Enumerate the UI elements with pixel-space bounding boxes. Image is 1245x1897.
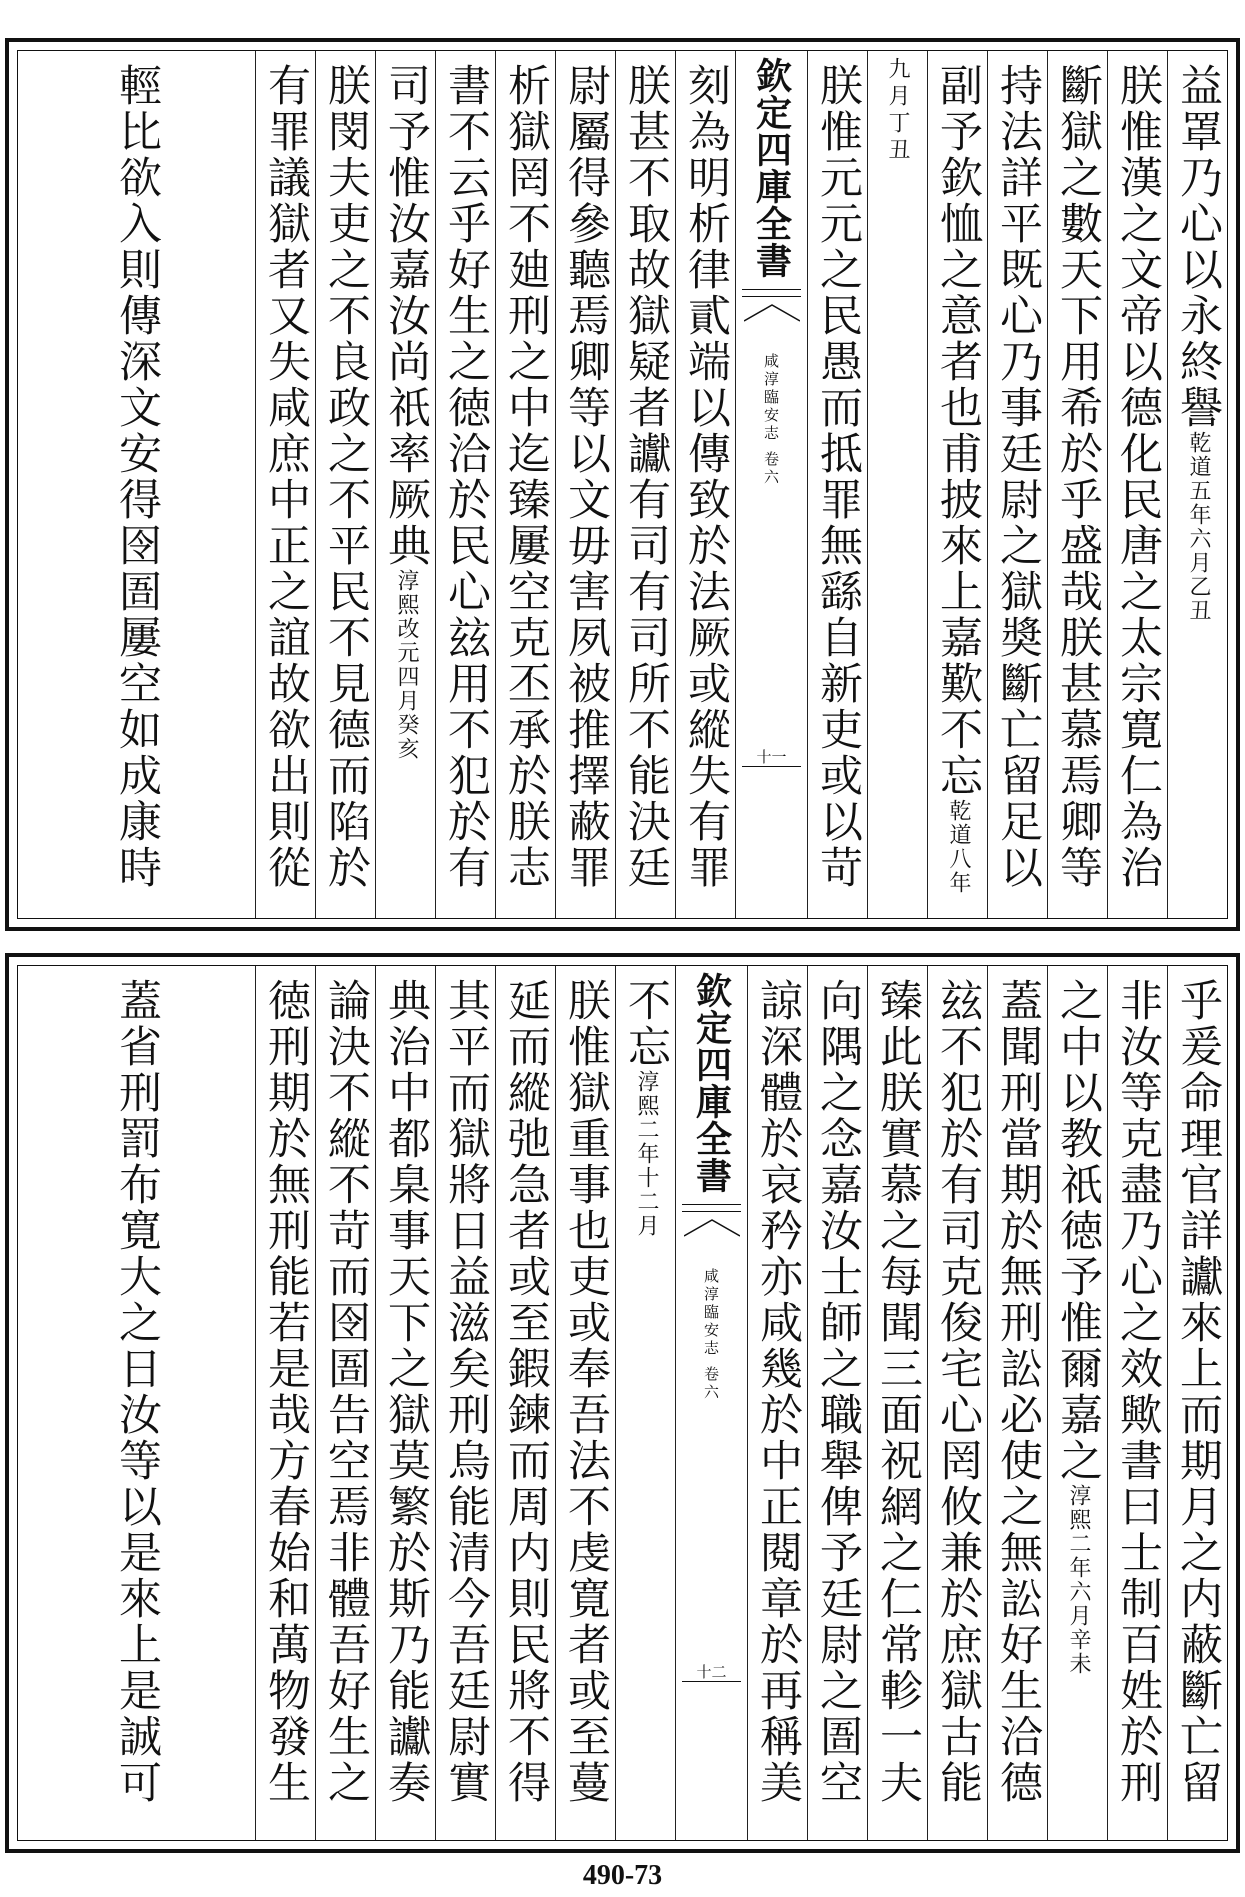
text-column: 斷獄之數天下用希於乎盛哉朕甚慕焉卿等 [1047,51,1107,918]
text-column: 不忘淳熙二年十二月 [615,966,675,1840]
text-column: 論決不縱不苛而囹圄告空焉非體吾好生之 [315,966,375,1840]
text-column: 蓋聞刑當期於無刑訟必使之無訟好生洽德 [987,966,1047,1840]
text-column: 益罩乃心以永終譽乾道五年六月乙丑 [1167,51,1227,918]
text-column: 析獄罔不廸刑之中迄臻屢空克丕承於朕志 [495,51,555,918]
banner-rule [682,1204,741,1212]
lower-page [5,953,1240,1853]
text-column: 玆不犯於有司克俊宅心罔攸兼於庶獄古能 [927,966,987,1840]
text-column: 尉屬得參聽焉卿等以文毋害夙被推擇蔽罪 [555,51,615,918]
text-column: 徳刑期於無刑能若是哉方春始和萬物發生 [255,966,315,1840]
book-title: 欽定四庫全書 [750,57,793,279]
lower-page-frame [17,965,1228,1841]
fish-tail-mark [684,1216,740,1238]
text-column: 之中以教祇徳予惟爾嘉之淳熙二年六月辛未 [1047,966,1107,1840]
text-column: 朕閔夫吏之不良政之不平民不見德而陷於 [315,51,375,918]
text-column: 朕惟元元之民愚而抵罪無繇自新吏或以苛 [807,51,867,918]
folio-number: 十二 [696,1663,727,1681]
book-title: 欽定四庫全書 [690,972,733,1194]
book-subtitle: 咸淳臨安志 卷六 [762,353,780,487]
upper-page [5,38,1240,931]
date-column: 九月丁丑 [867,51,927,918]
upper-columns [18,51,1227,918]
text-column: 朕甚不取故獄疑者讞有司有司所不能決廷 [615,51,675,918]
text-column: 乎爰命理官詳讞來上而期月之内蔽斷亡留 [1167,966,1227,1840]
text-column: 其平而獄將日益滋矣刑烏能清今吾廷尉實 [435,966,495,1840]
text-column: 諒深體於哀矜亦咸幾於中正閱章於再稱美 [747,966,807,1840]
text-column: 延而縱弛急者或至鍜鍊而周内則民將不得 [495,966,555,1840]
book-banner [675,966,747,1840]
dated-note: 淳熙二年十二月 [634,1070,659,1238]
text-column: 司予惟汝嘉汝尚祇率厥典淳熙改元四月癸亥 [375,51,435,918]
banner-rule [742,289,801,297]
upper-page-frame [17,50,1228,919]
text-column: 副予欽恤之意者也甫披來上嘉歎不忘乾道八年 [927,51,987,918]
text-column: 書不云乎好生之徳洽於民心玆用不犯於有 [435,51,495,918]
text-column: 有罪議獄者又失咸庶中正之誼故欲出則從 [255,51,315,918]
fish-tail-mark [744,301,800,323]
text-column: 朕惟漢之文帝以德化民唐之太宗寛仁為治 [1107,51,1167,918]
folio-number: 十一 [756,748,787,766]
lower-columns [18,966,1227,1840]
text-column: 蓋省刑罰布寛大之日汝等以是來上是誠可 [112,978,162,1806]
text-column: 臻此朕實慕之每聞三面祝網之仁常軫一夫 [867,966,927,1840]
page-number: 490-73 [582,1860,663,1891]
banner-rule [682,1681,741,1682]
text-column: 朕惟獄重事也吏或奉吾法不虔寛者或至蔓 [555,966,615,1840]
book-subtitle: 咸淳臨安志 卷六 [702,1268,720,1402]
text-column: 持法詳平既心乃事廷尉之獄奬斷亡留足以 [987,51,1047,918]
book-banner [735,51,807,918]
dated-note: 乾道五年六月乙丑 [1186,431,1211,623]
text-column: 刻為明析律貳端以傳致於法厥或縱失有罪 [675,51,735,918]
dated-note: 乾道八年 [946,799,971,895]
text-column: 典治中都臬事天下之獄莫繁於斯乃能讞奏 [375,966,435,1840]
text-column: 輕比欲入則傳深文安得囹圄屢空如成康時 [112,63,162,891]
dated-note: 淳熙改元四月癸亥 [394,569,419,761]
dated-note: 淳熙二年六月辛未 [1066,1484,1091,1676]
text-column: 非汝等克盡乃心之效歟書曰士制百姓於刑 [1107,966,1167,1840]
text-column: 向隅之念嘉汝士師之職舉俾予廷尉之圄空 [807,966,867,1840]
banner-rule [742,766,801,767]
